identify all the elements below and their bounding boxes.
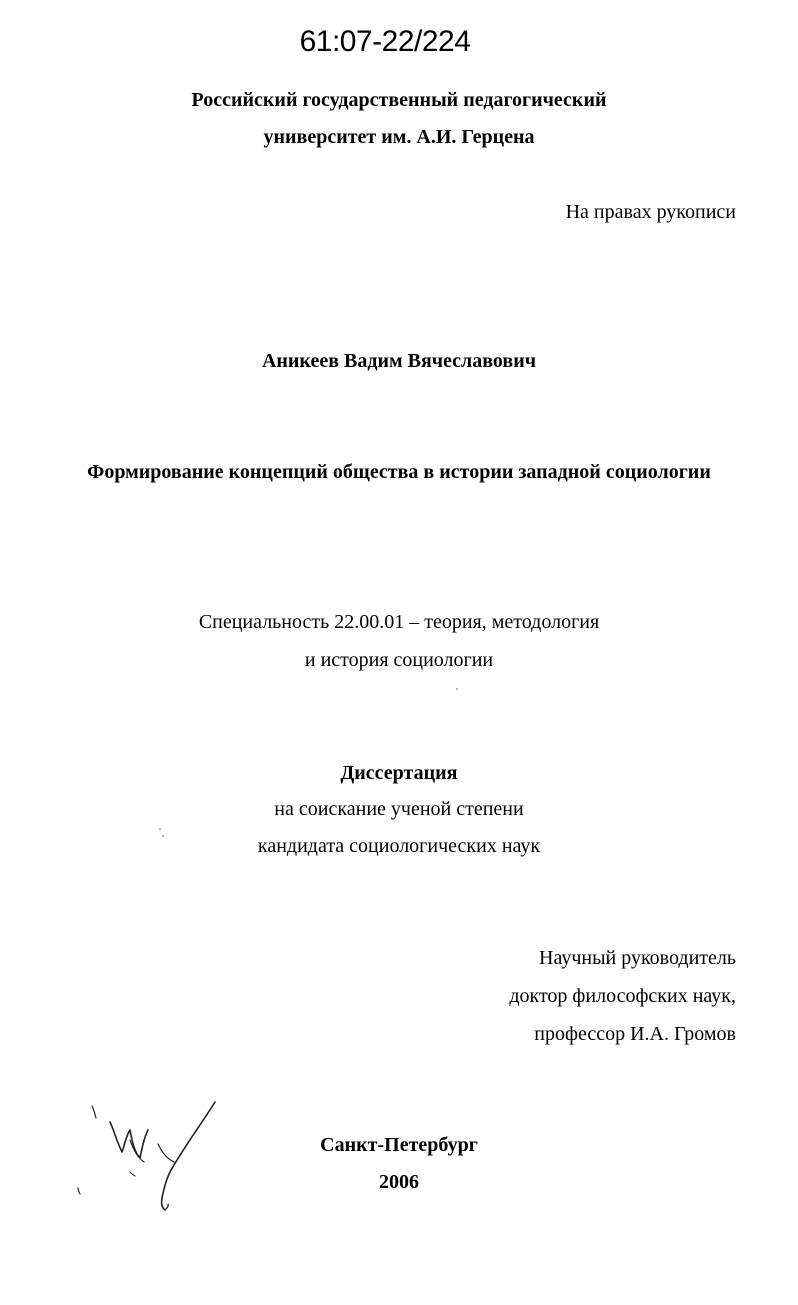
university-name-line2: университет им. А.И. Герцена: [263, 126, 535, 148]
supervisor-name: профессор И.А. Громов: [534, 1023, 736, 1045]
scan-speck: [159, 828, 161, 830]
degree-line2: кандидата социологических наук: [257, 835, 541, 857]
degree-line1: на соискание ученой степени: [274, 798, 524, 820]
supervisor-label: Научный руководитель: [539, 947, 736, 969]
scan-speck: [162, 835, 164, 837]
year: 2006: [379, 1171, 419, 1193]
specialty-line2: и история социологии: [304, 649, 494, 671]
dissertation-heading: Диссертация: [340, 762, 458, 784]
specialty-line1: Специальность 22.00.01 – теория, методология: [198, 611, 600, 633]
scan-speck: [456, 688, 458, 690]
university-name-line1: Российский государственный педагогический: [191, 89, 607, 111]
dissertation-title: Формирование концепций общества в истории западной социологии: [87, 461, 711, 483]
supervisor-degree: доктор философских наук,: [509, 985, 736, 1007]
city: Санкт-Петербург: [320, 1134, 478, 1156]
rights-note: На правах рукописи: [565, 201, 736, 223]
author-name: Аникеев Вадим Вячеславович: [261, 350, 537, 372]
handwritten-signature: [70, 1100, 230, 1220]
catalog-stamp-number: 61:07-22/224: [299, 25, 471, 58]
